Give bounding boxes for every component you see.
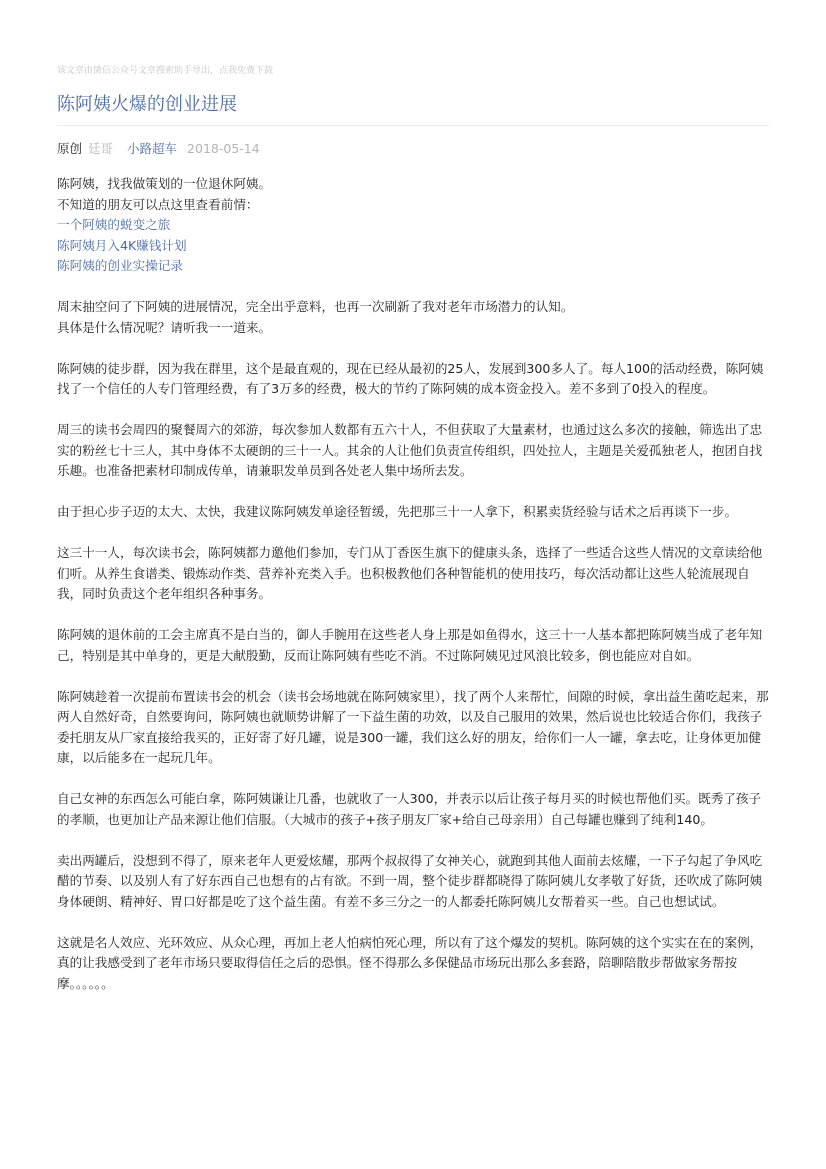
body-paragraph: 这三十一人，每次读书会，陈阿姨都力邀他们参加，专门从丁香医生旗下的健康头条，选择了一些适合这些人情况的文章读给他们听。从养生食谱类、锻炼动作类、营养补充类入手。也积极教他们各种智能机的使用技巧，每次活动都让这些人轮流展现自我，同时负责这个老年组织各种事务。 bbox=[57, 545, 763, 601]
article-meta bbox=[57, 141, 260, 157]
export-notice-link[interactable]: 该文章由微信公众号文章搜索助手导出，点我免费下载 bbox=[57, 66, 274, 76]
body-paragraph: 卖出两罐后，没想到不得了，原来老年人更爱炫耀，那两个叔叔得了女神关心，就跑到其他人面前去炫耀，一下子勾起了争风吃醋的节奏、以及别人有了好东西自己也想有的占有欲。不到一周，整个徒步群都晓得了陈阿姨儿女孝敬了好货，还吹成了陈阿姨身体硬朗、精神好、胃口好都是吃了这个益生菌。有差不多三分之一的人都委托陈阿姨儿女帮着买一些。自己也想试试。 bbox=[57, 852, 763, 909]
intro-paragraph bbox=[57, 174, 769, 277]
paragraph-line: 周末抽空问了下阿姨的进展情况，完全出乎意料，也再一次刷新了我对老年市场潜力的认知。 bbox=[57, 299, 574, 314]
article-content bbox=[57, 174, 769, 1015]
prequel-link-2[interactable]: 陈阿姨月入4K赚钱计划 bbox=[57, 237, 187, 253]
body-paragraph: 陈阿姨的退休前的工会主席真不是白当的，御人手腕用在这些老人身上那是如鱼得水，这三十一人基本都把陈阿姨当成了老年知己，特别是其中单身的，更是大献殷勤，反而让陈阿姨有些吃不消。不过陈阿姨见过风浪比较多，倒也能应对自如。 bbox=[57, 627, 763, 663]
article-title: 陈阿姨火爆的创业进展 bbox=[57, 94, 237, 115]
prequel-link-3[interactable]: 陈阿姨的创业实操记录 bbox=[57, 258, 183, 273]
title-divider bbox=[57, 125, 769, 126]
account-link[interactable]: 小路超车 bbox=[127, 141, 178, 156]
publish-date: 2018-05-14 bbox=[187, 141, 260, 156]
body-paragraph: 这就是名人效应、光环效应、从众心理，再加上老人怕病怕死心理，所以有了这个爆发的契机。陈阿姨的这个实实在在的案例，真的让我感受到了老年市场只要取得信任之后的恐惧。怪不得那么多保健品市场玩出那么多套路，陪聊陪散步帮做家务帮按摩。。。。。。 bbox=[57, 934, 763, 991]
prequel-link-1[interactable]: 一个阿姨的蜕变之旅 bbox=[57, 217, 171, 232]
author-name: 廷哥 bbox=[88, 141, 114, 156]
body-paragraph: 陈阿姨趁着一次提前布置读书会的机会（读书会场地就在陈阿姨家里），找了两个人来帮忙，间隙的时候，拿出益生菌吃起来，那两人自然好奇，自然要询问，陈阿姨也就顺势讲解了一下益生菌的功效，以及自己服用的效果，然后说也比较适合你们，我孩子委托朋友从厂家直接给我买的，正好寄了好几罐，说是300一罐，我们这么好的朋友，给你们一人一罐，拿去吃，让身体更加健康，以后能多在一起玩几年。 bbox=[57, 688, 769, 765]
body-paragraph: 自己女神的东西怎么可能白拿，陈阿姨谦让几番，也就收了一人300，并表示以后让孩子每月买的时候也帮他们买。既秀了孩子的孝顺，也更加让产品来源让他们信服。（大城市的孩子+孩子朋友厂家+给自己母亲用）自己每罐也赚到了纯利140。 bbox=[57, 791, 762, 827]
body-paragraph: 由于担心步子迈的太大、太快，我建议陈阿姨发单途径暂缓，先把那三十一人拿下，积累卖货经验与话术之后再谈下一步。 bbox=[57, 504, 738, 519]
body-paragraph: 陈阿姨的徒步群，因为我在群里，这个是最直观的，现在已经从最初的25人，发展到300多人了。每人100的活动经费，陈阿姨找了一个信任的人专门管理经费，有了3万多的经费，极大的节约了陈阿姨的成本资金投入。差不多到了0投入的程度。 bbox=[57, 360, 764, 396]
paragraph-line: 具体是什么情况呢？请听我一一道来。 bbox=[57, 319, 272, 335]
intro-line: 陈阿姨，找我做策划的一位退休阿姨。 bbox=[57, 176, 272, 191]
original-tag: 原创 bbox=[57, 141, 83, 156]
intro-line: 不知道的朋友可以点这里查看前情： bbox=[57, 196, 259, 212]
body-paragraph bbox=[57, 297, 769, 338]
body-paragraph: 周三的读书会周四的聚餐周六的郊游，每次参加人数都有五六十人，不但获取了大量素材，也通过这么多次的接触，筛选出了忠实的粉丝七十三人，其中身体不太硬朗的三十一人。其余的人让他们负责宣传组织，四处拉人，主题是关爱孤独老人，抱团自找乐趣。也准备把素材印制成传单，请兼职发单员到各处老人集中场所去发。 bbox=[57, 422, 763, 478]
